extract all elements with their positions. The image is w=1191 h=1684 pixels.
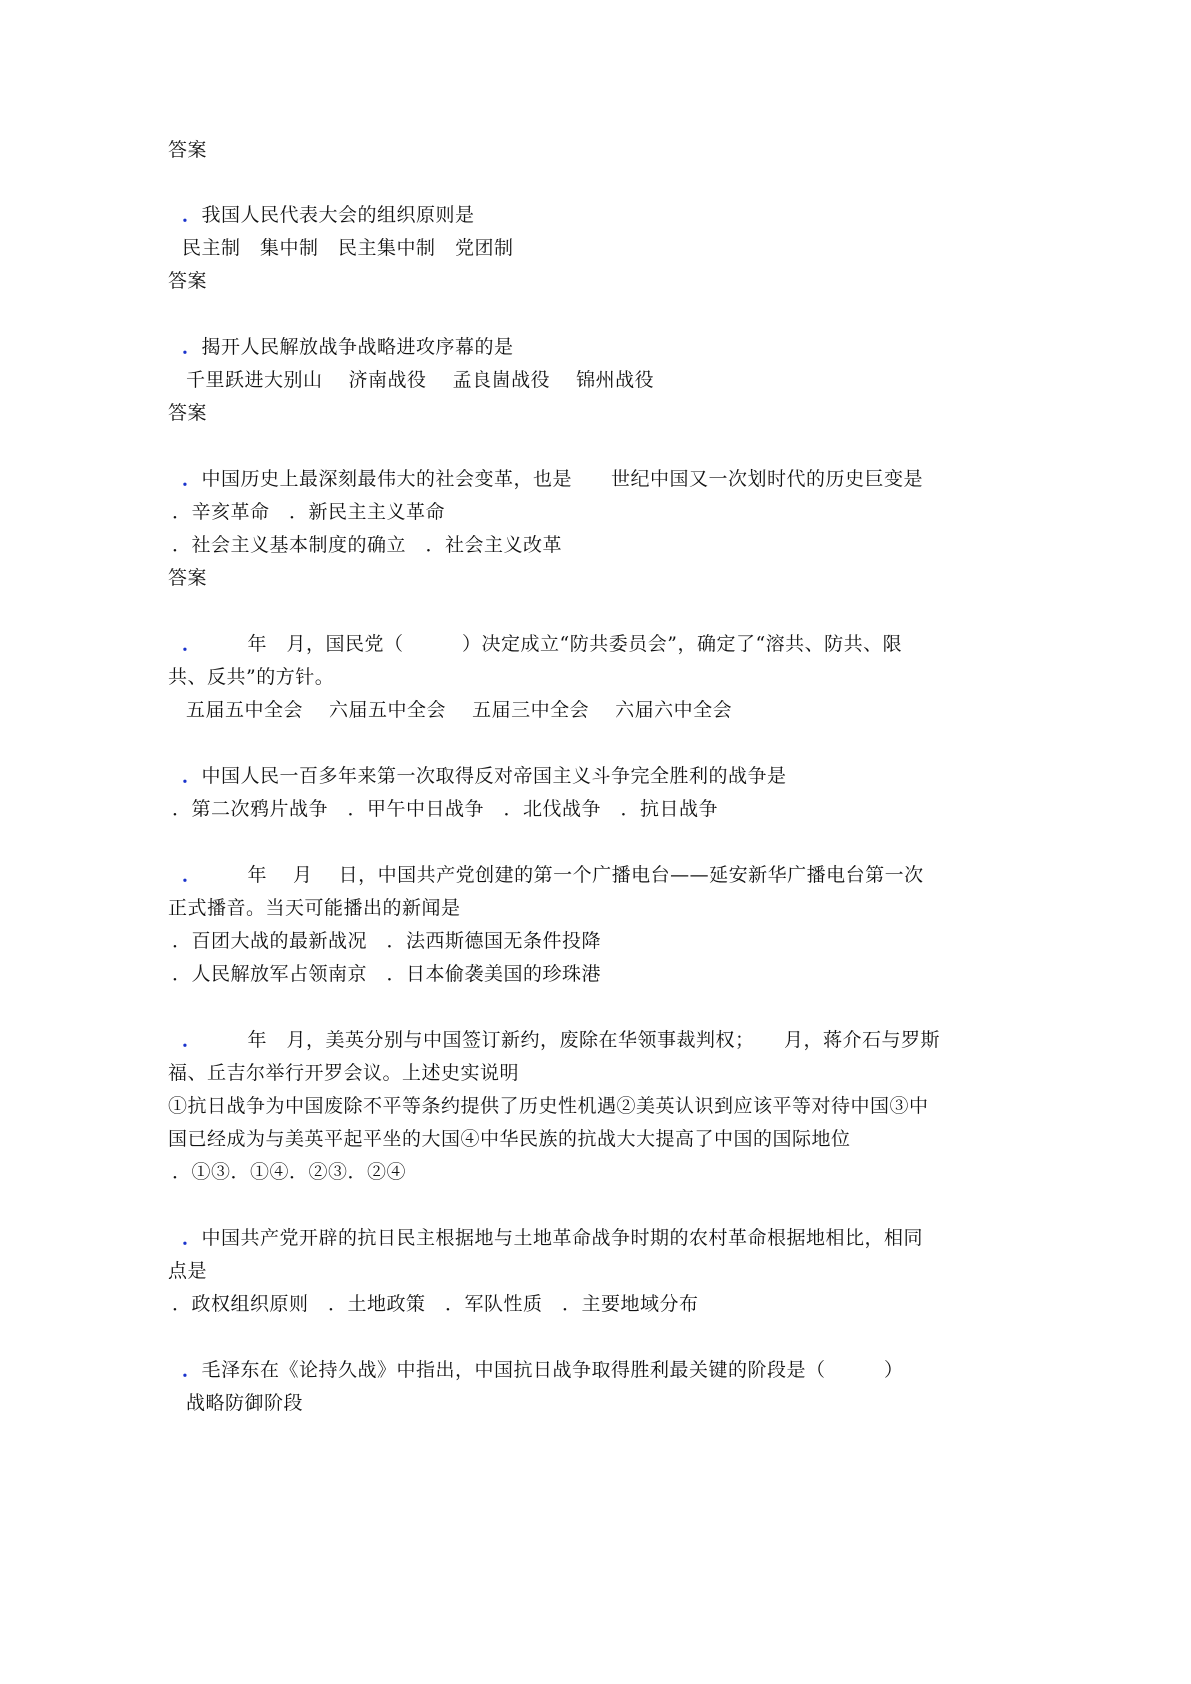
question-3-stem xyxy=(182,466,923,492)
question-4-text: 年 月，国民党（ ）决定成立“防共委员会”，确定了“溶共、防共、限 xyxy=(247,633,903,655)
question-2-options: 千里跃进大别山 济南战役 孟良崮战役 锦州战役 xyxy=(186,369,655,391)
question-5-number: ． xyxy=(182,765,202,787)
question-2-stem xyxy=(182,334,514,360)
question-7-stem-line-2: 福、丘吉尔举行开罗会议。上述史实说明 xyxy=(168,1062,520,1084)
question-3-text: 中国历史上最深刻最伟大的社会变革，也是 世纪中国又一次划时代的历史巨变是 xyxy=(201,468,924,490)
question-8-number: ． xyxy=(182,1227,202,1249)
question-3-options-row-1: ．辛亥革命 ．新民主主义革命 xyxy=(172,501,446,523)
question-8-stem-line-2: 点是 xyxy=(168,1260,208,1282)
question-3-answer-label: 答案 xyxy=(168,567,208,589)
question-7-text: 年 月，美英分别与中国签订新约，废除在华领事裁判权； 月，蒋介石与罗斯 xyxy=(247,1029,941,1051)
question-3-options-row-2: ．社会主义基本制度的确立 ．社会主义改革 xyxy=(172,534,563,556)
question-8-options: ．政权组织原则 ．土地政策 ．军队性质 ．主要地域分布 xyxy=(172,1293,699,1315)
question-9-option-a: 战略防御阶段 xyxy=(186,1392,304,1414)
question-2-text: 揭开人民解放战争战略进攻序幕的是 xyxy=(201,336,514,358)
question-8-stem-line-1 xyxy=(182,1225,923,1251)
question-1-number: ． xyxy=(182,204,202,226)
question-1-stem xyxy=(182,202,475,228)
question-1-options: 民主制 集中制 民主集中制 党团制 xyxy=(182,237,514,259)
question-2-number: ． xyxy=(182,336,202,358)
question-1-answer-label: 答案 xyxy=(168,270,208,292)
question-7-stem-line-4: 国已经成为与美英平起平坐的大国④中华民族的抗战大大提高了中国的国际地位 xyxy=(168,1128,851,1150)
question-1-text: 我国人民代表大会的组织原则是 xyxy=(201,204,475,226)
question-9-number: ． xyxy=(182,1359,202,1381)
question-3-number: ． xyxy=(182,468,202,490)
question-6-number: ． xyxy=(182,864,202,886)
question-5-text: 中国人民一百多年来第一次取得反对帝国主义斗争完全胜利的战争是 xyxy=(201,765,787,787)
question-6-options-row-1: ．百团大战的最新战况 ．法西斯德国无条件投降 xyxy=(172,930,602,952)
question-4-options: 五届五中全会 六届五中全会 五届三中全会 六届六中全会 xyxy=(186,699,733,721)
question-6-stem-line-2: 正式播音。当天可能播出的新闻是 xyxy=(168,897,461,919)
question-5-options: ．第二次鸦片战争 ．甲午中日战争 ．北伐战争 ．抗日战争 xyxy=(172,798,719,820)
question-4-stem-line-1 xyxy=(182,631,902,657)
intro-answer-label: 答案 xyxy=(168,139,208,161)
question-6-stem-line-1 xyxy=(182,862,924,888)
question-5-stem xyxy=(182,763,787,789)
question-4-stem-line-2: 共、反共”的方针。 xyxy=(168,666,335,688)
question-7-number: ． xyxy=(182,1029,202,1051)
question-8-text: 中国共产党开辟的抗日民主根据地与土地革命战争时期的农村革命根据地相比，相同 xyxy=(201,1227,924,1249)
question-7-options: ．①③．①④．②③．②④ xyxy=(172,1161,407,1183)
question-9-text: 毛泽东在《论持久战》中指出，中国抗日战争取得胜利最关键的阶段是（ ） xyxy=(201,1359,904,1381)
question-7-stem-line-1 xyxy=(182,1027,940,1053)
question-6-text: 年 月 日，中国共产党创建的第一个广播电台——延安新华广播电台第一次 xyxy=(247,864,924,886)
question-9-stem xyxy=(182,1357,904,1383)
question-2-answer-label: 答案 xyxy=(168,402,208,424)
question-6-options-row-2: ．人民解放军占领南京 ．日本偷袭美国的珍珠港 xyxy=(172,963,602,985)
question-7-stem-line-3: ①抗日战争为中国废除不平等条约提供了历史性机遇②美英认识到应该平等对待中国③中 xyxy=(168,1095,929,1117)
question-4-number: ． xyxy=(182,633,202,655)
